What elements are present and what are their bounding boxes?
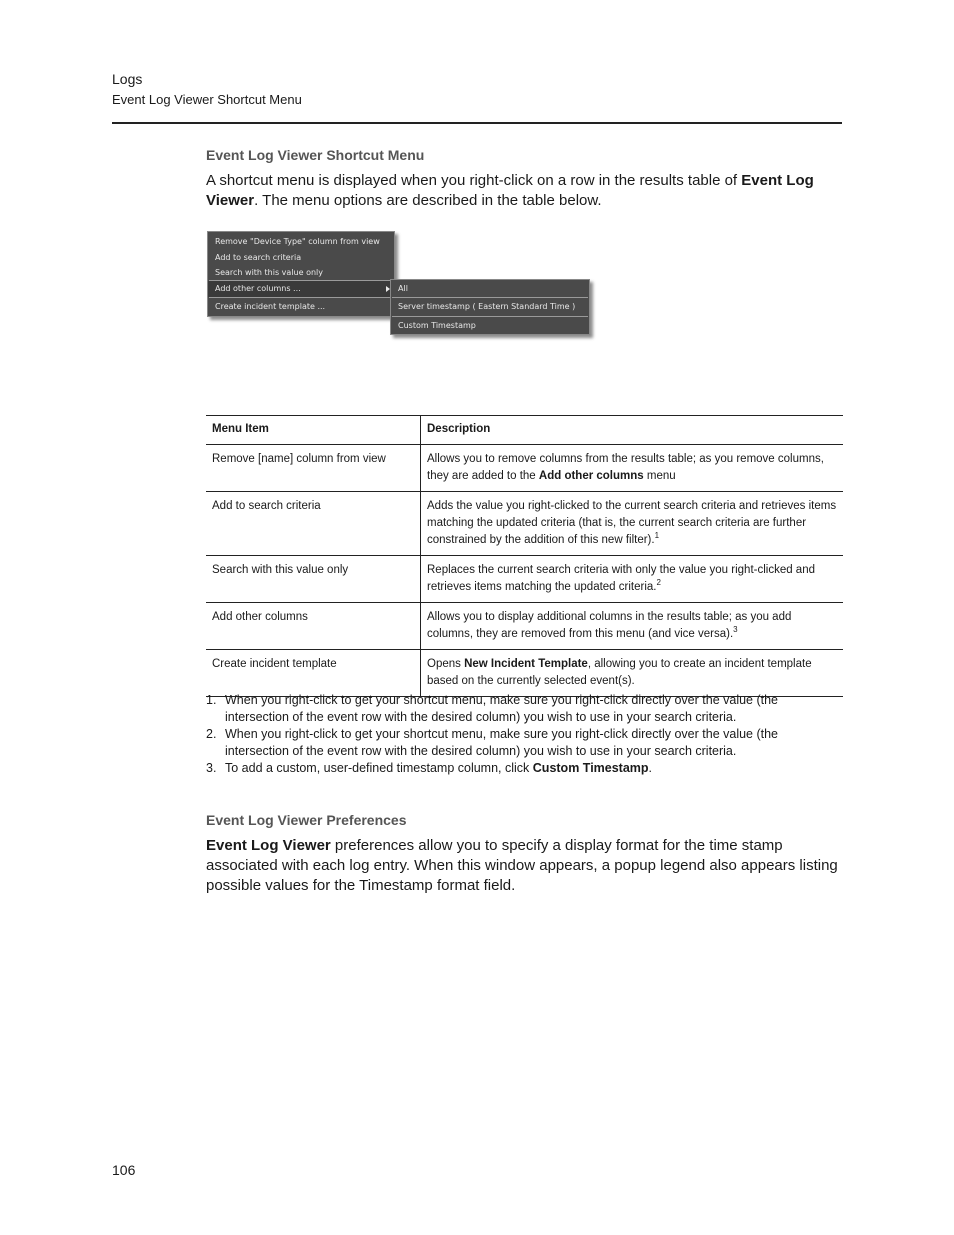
desc-text: Adds the value you right-clicked to the current search criteria and retrieves items matching the updated criteria (that is, the current search criteria are further constrained by the addition of this new filter). <box>427 500 837 546</box>
preferences-text: preferences allow you to specify a display format for the time stamp associated with each log entry. When this window appears, a popup legend also appears listing possible values for the Timestamp format field. <box>206 837 838 894</box>
footnote <box>206 726 842 760</box>
desc-bold: Add other columns <box>538 470 644 482</box>
submenu-item-server-timestamp[interactable]: Server timestamp ( Eastern Standard Time ) <box>398 302 576 311</box>
running-header-chapter: Logs <box>112 71 143 87</box>
footnote-number: 2. <box>206 727 217 741</box>
submenu-item-custom-timestamp[interactable]: Custom Timestamp <box>398 321 476 330</box>
desc-text-end: menu <box>643 470 676 482</box>
footnote <box>206 692 842 726</box>
desc-text: Opens <box>427 658 465 670</box>
table-row <box>206 556 843 603</box>
footnote-number: 3. <box>206 761 217 775</box>
desc-text: Replaces the current search criteria with only the value you right-clicked and retrieves items matching the updated criteria. <box>427 564 815 593</box>
intro-text: A shortcut menu is displayed when you right-click on a row in the results table of <box>206 172 742 189</box>
menu-item-remove-column[interactable]: Remove "Device Type" column from view <box>215 237 380 246</box>
intro-text-end: . The menu options are described in the table below. <box>254 192 602 209</box>
footnote-text: When you right-click to get your shortcut menu, make sure you right-click directly over the value (the intersection of the event row with the desired column) you wish to use in your search criteria. <box>225 727 779 758</box>
context-menu <box>207 231 395 317</box>
footnote-ref: 3 <box>733 625 738 635</box>
table-row <box>206 650 843 697</box>
table-cell-description <box>421 603 844 650</box>
section-heading-shortcut-menu: Event Log Viewer Shortcut Menu <box>206 147 425 163</box>
header-rule <box>112 122 842 124</box>
table-header-row <box>206 416 843 445</box>
table-row <box>206 445 843 492</box>
desc-text: Allows you to remove columns from the results table; as you remove columns, they are added to the <box>427 453 824 482</box>
table-cell-item: Create incident template <box>206 650 421 697</box>
table-cell-item: Add to search criteria <box>206 492 421 556</box>
footnote-ref: 1 <box>654 531 660 541</box>
footnote-number: 1. <box>206 693 217 707</box>
column-header-description: Description <box>421 416 844 445</box>
section-heading-preferences: Event Log Viewer Preferences <box>206 812 407 828</box>
menu-item-add-other-columns[interactable] <box>208 281 394 297</box>
table-cell-description <box>421 445 844 492</box>
footnote-text: To add a custom, user-defined timestamp column, click <box>225 761 533 775</box>
table-cell-item: Search with this value only <box>206 556 421 603</box>
menu-separator <box>209 297 393 298</box>
table-footnotes <box>206 692 842 777</box>
menu-item-add-other-columns-label: Add other columns ... <box>215 284 301 293</box>
menu-item-add-to-search[interactable]: Add to search criteria <box>215 253 302 262</box>
footnote-text-end: . <box>648 761 653 775</box>
table-cell-description <box>421 556 844 603</box>
menu-separator <box>392 316 588 317</box>
submenu-add-other-columns <box>390 279 590 335</box>
table-cell-description <box>421 492 844 556</box>
table-row <box>206 603 843 650</box>
submenu-item-all[interactable]: All <box>398 284 408 293</box>
intro-bold: Event Log Viewer <box>206 172 814 209</box>
desc-bold: New Incident Template <box>464 658 588 670</box>
table-cell-item: Add other columns <box>206 603 421 650</box>
column-header-menu-item: Menu Item <box>206 416 421 445</box>
desc-text-end: , allowing you to create an incident template based on the currently selected event(s). <box>427 658 812 687</box>
page-number: 106 <box>112 1162 136 1178</box>
menu-separator <box>392 297 588 298</box>
table-cell-item: Remove [name] column from view <box>206 445 421 492</box>
running-header-section: Event Log Viewer Shortcut Menu <box>112 92 302 107</box>
menu-item-search-this-value[interactable]: Search with this value only <box>215 268 323 277</box>
intro-paragraph <box>206 171 842 211</box>
table-cell-description <box>421 650 844 697</box>
preferences-bold: Event Log Viewer <box>206 837 331 854</box>
menu-item-create-incident-template[interactable]: Create incident template ... <box>215 302 326 311</box>
footnote-bold: Custom Timestamp <box>532 761 649 775</box>
preferences-paragraph <box>206 836 842 896</box>
footnote-ref: 2 <box>656 578 661 588</box>
footnote <box>206 760 842 777</box>
menu-options-table <box>206 415 843 697</box>
desc-text: Allows you to display additional columns in the results table; as you add columns, they are removed from this menu (and vice versa). <box>427 611 792 640</box>
table-row <box>206 492 843 556</box>
footnote-text: When you right-click to get your shortcut menu, make sure you right-click directly over the value (the intersection of the event row with the desired column) you wish to use in your search criteria. <box>225 693 779 724</box>
